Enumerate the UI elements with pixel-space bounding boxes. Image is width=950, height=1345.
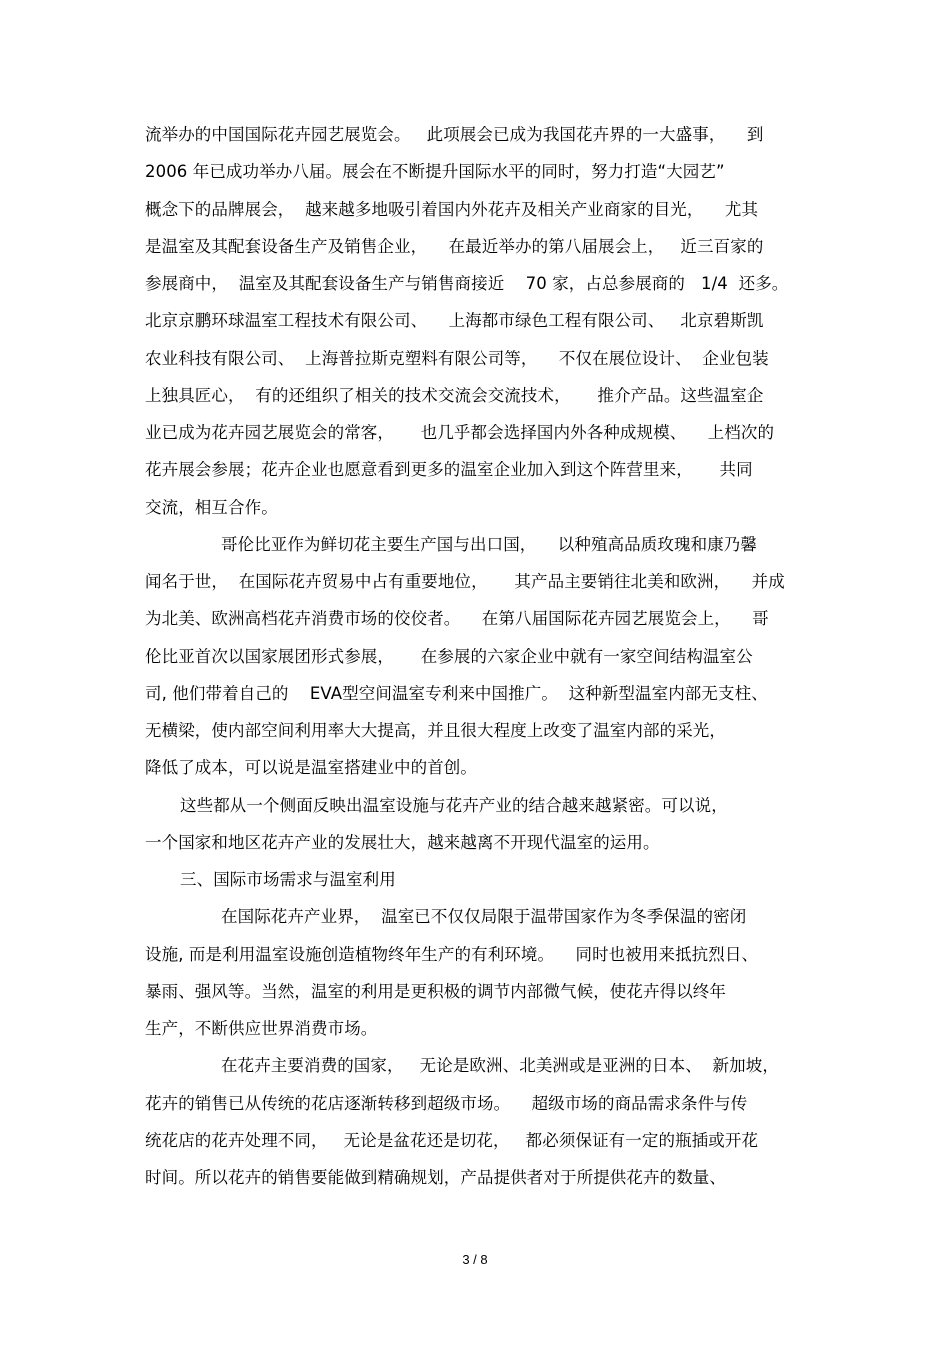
text-line: 参展商中， 温室及其配套设备生产与销售商接近 70 家，占总参展商的 1/4 还多。 — [145, 274, 789, 293]
text-line: 一个国家和地区花卉产业的发展壮大，越来越离不开现代温室的运用。 — [145, 833, 660, 852]
text-line: 农业科技有限公司、 上海普拉斯克塑料有限公司等， 不仅在展位设计、 企业包装 — [145, 349, 769, 368]
text-line: 概念下的品牌展会， 越来越多地吸引着国内外花卉及相关产业商家的目光， 尤其 — [145, 200, 759, 219]
text-line: 花卉的销售已从传统的花店逐渐转移到超级市场。 超级市场的商品需求条件与传 — [145, 1094, 748, 1113]
text-line: 统花店的花卉处理不同， 无论是盆花还是切花， 都必须保证有一定的瓶插或开花 — [145, 1131, 759, 1150]
text-line: 无横梁，使内部空间利用率大大提高，并且很大程度上改变了温室内部的采光， — [145, 721, 726, 740]
text-line: 上独具匠心， 有的还组织了相关的技术交流会交流技术， 推介产品。这些温室企 — [145, 386, 764, 405]
text-line: 业已成为花卉园艺展览会的常客， 也几乎都会选择国内外各种成规模、 上档次的 — [145, 423, 775, 442]
text-line: 花卉展会参展；花卉企业也愿意看到更多的温室企业加入到这个阵营里来， 共同 — [145, 460, 753, 479]
text-line: 时间。所以花卉的销售要能做到精确规划，产品提供者对于所提供花卉的数量、 — [145, 1168, 726, 1187]
text-line: 这些都从一个侧面反映出温室设施与花卉产业的结合越来越紧密。可以说， — [180, 796, 728, 815]
text-line: 是温室及其配套设备生产及销售企业， 在最近举办的第八届展会上， 近三百家的 — [145, 237, 764, 256]
text-line: 降低了成本，可以说是温室搭建业中的首创。 — [145, 758, 477, 777]
section-heading: 三、国际市场需求与温室利用 — [180, 870, 396, 889]
text-line: 生产，不断供应世界消费市场。 — [145, 1019, 378, 1038]
text-line: 在花卉主要消费的国家， 无论是欧洲、北美洲或是亚洲的日本、 新加坡， — [221, 1056, 779, 1075]
text-line: 2006 年已成功举办八届。展会在不断提升国际水平的同时，努力打造“大园艺” — [145, 162, 725, 181]
text-line: 司, 他们带着自己的 EVA型空间温室专利来中国推广。 这种新型温室内部无支柱、 — [145, 684, 768, 703]
text-line: 闻名于世， 在国际花卉贸易中占有重要地位， 其产品主要销往北美和欧洲， 并成 — [145, 572, 785, 591]
text-line: 流举办的中国国际花卉园艺展览会。 此项展会已成为我国花卉界的一大盛事， 到 — [145, 125, 764, 144]
text-line: 为北美、欧洲高档花卉消费市场的佼佼者。 在第八届国际花卉园艺展览会上， 哥 — [145, 609, 769, 628]
text-line: 北京京鹏环球温室工程技术有限公司、 上海都市绿色工程有限公司、 北京碧斯凯 — [145, 311, 764, 330]
page-number: 3 / 8 — [462, 1252, 488, 1267]
text-line: 哥伦比亚作为鲜切花主要生产国与出口国， 以种殖高品质玫瑰和康乃馨 — [221, 535, 757, 554]
text-line: 在国际花卉产业界， 温室已不仅仅局限于温带国家作为冬季保温的密闭 — [221, 907, 747, 926]
text-line: 伦比亚首次以国家展团形式参展， 在参展的六家企业中就有一家空间结构温室公 — [145, 647, 753, 666]
text-line: 暴雨、强风等。当然，温室的利用是更积极的调节内部微气候，使花卉得以终年 — [145, 982, 726, 1001]
text-line: 交流，相互合作。 — [145, 498, 278, 517]
text-line: 设施, 而是利用温室设施创造植物终年生产的有利环境。 同时也被用来抵抗烈日、 — [145, 945, 759, 964]
